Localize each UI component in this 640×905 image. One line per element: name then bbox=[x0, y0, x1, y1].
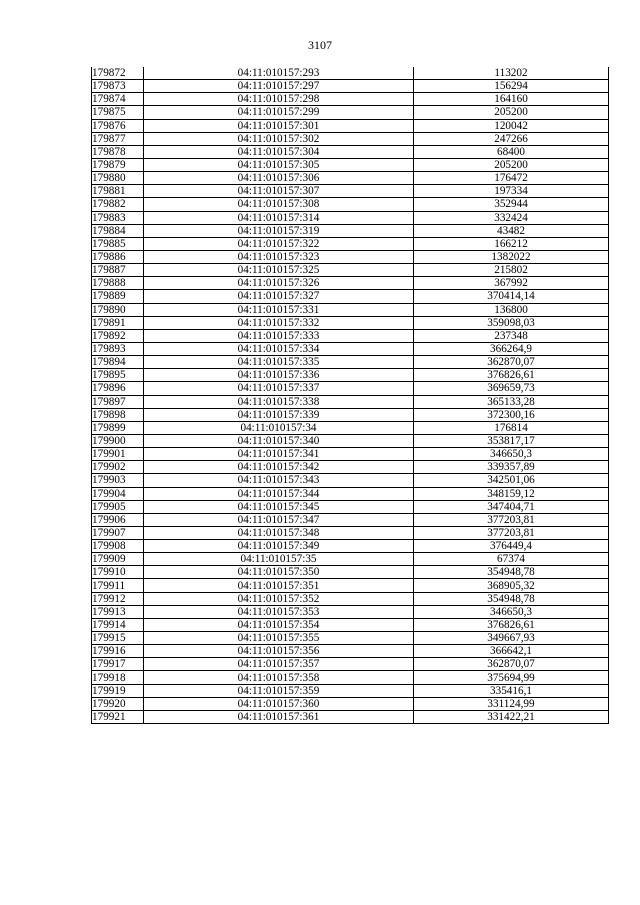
cadastral-value-cell: 113202 bbox=[414, 67, 609, 80]
record-number-cell: 179917 bbox=[92, 658, 144, 671]
cadastral-value-cell: 366642,1 bbox=[414, 645, 609, 658]
table-row bbox=[92, 553, 609, 566]
cadastral-number-cell: 04:11:010157:342 bbox=[144, 461, 414, 474]
cadastral-number-cell: 04:11:010157:305 bbox=[144, 158, 414, 171]
record-number-cell: 179906 bbox=[92, 513, 144, 526]
table-row bbox=[92, 369, 609, 382]
table-row bbox=[92, 356, 609, 369]
record-number-cell: 179898 bbox=[92, 408, 144, 421]
cadastral-value-cell: 365133,28 bbox=[414, 395, 609, 408]
cadastral-value-cell: 68400 bbox=[414, 145, 609, 158]
cadastral-number-cell: 04:11:010157:349 bbox=[144, 540, 414, 553]
cadastral-value-cell: 335416,1 bbox=[414, 684, 609, 697]
record-number-cell: 179920 bbox=[92, 697, 144, 710]
cadastral-number-cell: 04:11:010157:352 bbox=[144, 592, 414, 605]
table-row bbox=[92, 264, 609, 277]
cadastral-number-cell: 04:11:010157:341 bbox=[144, 448, 414, 461]
cadastral-number-cell: 04:11:010157:358 bbox=[144, 671, 414, 684]
record-number-cell: 179913 bbox=[92, 605, 144, 618]
cadastral-value-cell: 346650,3 bbox=[414, 448, 609, 461]
table-row bbox=[92, 67, 609, 80]
cadastral-value-cell: 332424 bbox=[414, 211, 609, 224]
record-number-cell: 179874 bbox=[92, 93, 144, 106]
cadastral-value-cell: 369659,73 bbox=[414, 382, 609, 395]
record-number-cell: 179886 bbox=[92, 250, 144, 263]
table-row bbox=[92, 211, 609, 224]
cadastral-value-cell: 359098,03 bbox=[414, 316, 609, 329]
cadastral-number-cell: 04:11:010157:347 bbox=[144, 513, 414, 526]
cadastral-value-cell: 352944 bbox=[414, 198, 609, 211]
cadastral-number-cell: 04:11:010157:307 bbox=[144, 185, 414, 198]
table-row bbox=[92, 158, 609, 171]
cadastral-value-cell: 362870,07 bbox=[414, 658, 609, 671]
table-row bbox=[92, 342, 609, 355]
table-row bbox=[92, 513, 609, 526]
table-row bbox=[92, 448, 609, 461]
cadastral-value-cell: 368905,32 bbox=[414, 579, 609, 592]
table-row bbox=[92, 566, 609, 579]
record-number-cell: 179876 bbox=[92, 119, 144, 132]
table-row bbox=[92, 316, 609, 329]
record-number-cell: 179915 bbox=[92, 632, 144, 645]
cadastral-value-cell: 372300,16 bbox=[414, 408, 609, 421]
record-number-cell: 179910 bbox=[92, 566, 144, 579]
cadastral-value-cell: 354948,78 bbox=[414, 592, 609, 605]
record-number-cell: 179909 bbox=[92, 553, 144, 566]
cadastral-number-cell: 04:11:010157:335 bbox=[144, 356, 414, 369]
table-row bbox=[92, 303, 609, 316]
cadastral-number-cell: 04:11:010157:331 bbox=[144, 303, 414, 316]
cadastral-number-cell: 04:11:010157:297 bbox=[144, 80, 414, 93]
cadastral-value-cell: 205200 bbox=[414, 106, 609, 119]
table-row bbox=[92, 618, 609, 631]
cadastral-value-cell: 176472 bbox=[414, 172, 609, 185]
table-row bbox=[92, 671, 609, 684]
cadastral-value-cell: 197334 bbox=[414, 185, 609, 198]
record-number-cell: 179891 bbox=[92, 316, 144, 329]
cadastral-number-cell: 04:11:010157:333 bbox=[144, 329, 414, 342]
record-number-cell: 179914 bbox=[92, 618, 144, 631]
record-number-cell: 179881 bbox=[92, 185, 144, 198]
cadastral-number-cell: 04:11:010157:337 bbox=[144, 382, 414, 395]
cadastral-number-cell: 04:11:010157:359 bbox=[144, 684, 414, 697]
table-row bbox=[92, 487, 609, 500]
record-number-cell: 179890 bbox=[92, 303, 144, 316]
table-row bbox=[92, 408, 609, 421]
cadastral-number-cell: 04:11:010157:353 bbox=[144, 605, 414, 618]
table-row bbox=[92, 198, 609, 211]
table-row bbox=[92, 474, 609, 487]
record-number-cell: 179905 bbox=[92, 500, 144, 513]
table-row bbox=[92, 93, 609, 106]
record-number-cell: 179919 bbox=[92, 684, 144, 697]
cadastral-value-cell: 1382022 bbox=[414, 250, 609, 263]
cadastral-value-cell: 120042 bbox=[414, 119, 609, 132]
cadastral-number-cell: 04:11:010157:357 bbox=[144, 658, 414, 671]
record-number-cell: 179879 bbox=[92, 158, 144, 171]
table-row bbox=[92, 185, 609, 198]
cadastral-value-table bbox=[91, 67, 609, 724]
table-row bbox=[92, 329, 609, 342]
cadastral-value-cell: 347404,71 bbox=[414, 500, 609, 513]
record-number-cell: 179897 bbox=[92, 395, 144, 408]
record-number-cell: 179900 bbox=[92, 434, 144, 447]
cadastral-number-cell: 04:11:010157:314 bbox=[144, 211, 414, 224]
cadastral-value-cell: 156294 bbox=[414, 80, 609, 93]
table-row bbox=[92, 382, 609, 395]
record-number-cell: 179916 bbox=[92, 645, 144, 658]
record-number-cell: 179912 bbox=[92, 592, 144, 605]
cadastral-number-cell: 04:11:010157:308 bbox=[144, 198, 414, 211]
table-row bbox=[92, 277, 609, 290]
table-row bbox=[92, 461, 609, 474]
cadastral-number-cell: 04:11:010157:343 bbox=[144, 474, 414, 487]
cadastral-number-cell: 04:11:010157:350 bbox=[144, 566, 414, 579]
cadastral-number-cell: 04:11:010157:334 bbox=[144, 342, 414, 355]
cadastral-value-cell: 377203,81 bbox=[414, 513, 609, 526]
cadastral-number-cell: 04:11:010157:345 bbox=[144, 500, 414, 513]
record-number-cell: 179877 bbox=[92, 132, 144, 145]
cadastral-value-cell: 166212 bbox=[414, 237, 609, 250]
record-number-cell: 179921 bbox=[92, 710, 144, 723]
cadastral-value-cell: 136800 bbox=[414, 303, 609, 316]
table-row bbox=[92, 645, 609, 658]
record-number-cell: 179883 bbox=[92, 211, 144, 224]
table-row bbox=[92, 526, 609, 539]
table-row bbox=[92, 237, 609, 250]
table-row bbox=[92, 592, 609, 605]
cadastral-number-cell: 04:11:010157:293 bbox=[144, 67, 414, 80]
table-row bbox=[92, 434, 609, 447]
cadastral-number-cell: 04:11:010157:35 bbox=[144, 553, 414, 566]
page-number: 3107 bbox=[308, 38, 332, 52]
cadastral-number-cell: 04:11:010157:34 bbox=[144, 421, 414, 434]
table-row bbox=[92, 132, 609, 145]
cadastral-value-cell: 377203,81 bbox=[414, 526, 609, 539]
cadastral-number-cell: 04:11:010157:348 bbox=[144, 526, 414, 539]
cadastral-number-cell: 04:11:010157:302 bbox=[144, 132, 414, 145]
record-number-cell: 179873 bbox=[92, 80, 144, 93]
cadastral-value-cell: 367992 bbox=[414, 277, 609, 290]
table-body bbox=[92, 67, 609, 724]
cadastral-number-cell: 04:11:010157:323 bbox=[144, 250, 414, 263]
record-number-cell: 179888 bbox=[92, 277, 144, 290]
cadastral-value-cell: 376826,61 bbox=[414, 618, 609, 631]
record-number-cell: 179885 bbox=[92, 237, 144, 250]
record-number-cell: 179895 bbox=[92, 369, 144, 382]
cadastral-number-cell: 04:11:010157:304 bbox=[144, 145, 414, 158]
record-number-cell: 179893 bbox=[92, 342, 144, 355]
cadastral-value-cell: 346650,3 bbox=[414, 605, 609, 618]
cadastral-number-cell: 04:11:010157:344 bbox=[144, 487, 414, 500]
cadastral-number-cell: 04:11:010157:338 bbox=[144, 395, 414, 408]
record-number-cell: 179880 bbox=[92, 172, 144, 185]
cadastral-number-cell: 04:11:010157:360 bbox=[144, 697, 414, 710]
cadastral-number-cell: 04:11:010157:351 bbox=[144, 579, 414, 592]
table-row bbox=[92, 224, 609, 237]
cadastral-number-cell: 04:11:010157:355 bbox=[144, 632, 414, 645]
cadastral-value-cell: 43482 bbox=[414, 224, 609, 237]
record-number-cell: 179899 bbox=[92, 421, 144, 434]
record-number-cell: 179875 bbox=[92, 106, 144, 119]
cadastral-number-cell: 04:11:010157:339 bbox=[144, 408, 414, 421]
cadastral-value-cell: 176814 bbox=[414, 421, 609, 434]
cadastral-number-cell: 04:11:010157:299 bbox=[144, 106, 414, 119]
record-number-cell: 179901 bbox=[92, 448, 144, 461]
table-row bbox=[92, 684, 609, 697]
record-number-cell: 179882 bbox=[92, 198, 144, 211]
cadastral-value-cell: 362870,07 bbox=[414, 356, 609, 369]
cadastral-number-cell: 04:11:010157:356 bbox=[144, 645, 414, 658]
table-row bbox=[92, 80, 609, 93]
table-row bbox=[92, 172, 609, 185]
cadastral-number-cell: 04:11:010157:298 bbox=[144, 93, 414, 106]
cadastral-value-cell: 354948,78 bbox=[414, 566, 609, 579]
cadastral-value-cell: 247266 bbox=[414, 132, 609, 145]
cadastral-number-cell: 04:11:010157:301 bbox=[144, 119, 414, 132]
record-number-cell: 179896 bbox=[92, 382, 144, 395]
cadastral-number-cell: 04:11:010157:340 bbox=[144, 434, 414, 447]
cadastral-value-cell: 348159,12 bbox=[414, 487, 609, 500]
table-row bbox=[92, 632, 609, 645]
record-number-cell: 179907 bbox=[92, 526, 144, 539]
cadastral-number-cell: 04:11:010157:326 bbox=[144, 277, 414, 290]
record-number-cell: 179878 bbox=[92, 145, 144, 158]
record-number-cell: 179911 bbox=[92, 579, 144, 592]
table-row bbox=[92, 395, 609, 408]
cadastral-number-cell: 04:11:010157:336 bbox=[144, 369, 414, 382]
table-row bbox=[92, 697, 609, 710]
record-number-cell: 179902 bbox=[92, 461, 144, 474]
cadastral-number-cell: 04:11:010157:354 bbox=[144, 618, 414, 631]
cadastral-value-cell: 349667,93 bbox=[414, 632, 609, 645]
table-row bbox=[92, 500, 609, 513]
cadastral-number-cell: 04:11:010157:306 bbox=[144, 172, 414, 185]
table-row bbox=[92, 658, 609, 671]
record-number-cell: 179918 bbox=[92, 671, 144, 684]
cadastral-number-cell: 04:11:010157:322 bbox=[144, 237, 414, 250]
cadastral-value-cell: 376449,4 bbox=[414, 540, 609, 553]
cadastral-value-cell: 237348 bbox=[414, 329, 609, 342]
record-number-cell: 179887 bbox=[92, 264, 144, 277]
cadastral-number-cell: 04:11:010157:325 bbox=[144, 264, 414, 277]
cadastral-value-cell: 339357,89 bbox=[414, 461, 609, 474]
record-number-cell: 179904 bbox=[92, 487, 144, 500]
cadastral-number-cell: 04:11:010157:327 bbox=[144, 290, 414, 303]
cadastral-number-cell: 04:11:010157:332 bbox=[144, 316, 414, 329]
cadastral-value-cell: 164160 bbox=[414, 93, 609, 106]
cadastral-value-cell: 215802 bbox=[414, 264, 609, 277]
record-number-cell: 179903 bbox=[92, 474, 144, 487]
cadastral-value-cell: 342501,06 bbox=[414, 474, 609, 487]
record-number-cell: 179892 bbox=[92, 329, 144, 342]
cadastral-value-cell: 353817,17 bbox=[414, 434, 609, 447]
cadastral-value-cell: 331124,99 bbox=[414, 697, 609, 710]
cadastral-value-cell: 370414,14 bbox=[414, 290, 609, 303]
record-number-cell: 179872 bbox=[92, 67, 144, 80]
table-row bbox=[92, 290, 609, 303]
cadastral-value-cell: 331422,21 bbox=[414, 710, 609, 723]
cadastral-number-cell: 04:11:010157:361 bbox=[144, 710, 414, 723]
cadastral-value-cell: 375694,99 bbox=[414, 671, 609, 684]
table-row bbox=[92, 710, 609, 723]
record-number-cell: 179908 bbox=[92, 540, 144, 553]
table-row bbox=[92, 579, 609, 592]
record-number-cell: 179889 bbox=[92, 290, 144, 303]
table-row bbox=[92, 605, 609, 618]
cadastral-value-cell: 366264,9 bbox=[414, 342, 609, 355]
table-row bbox=[92, 119, 609, 132]
table-row bbox=[92, 421, 609, 434]
record-number-cell: 179894 bbox=[92, 356, 144, 369]
cadastral-value-cell: 376826,61 bbox=[414, 369, 609, 382]
table-row bbox=[92, 106, 609, 119]
cadastral-value-cell: 67374 bbox=[414, 553, 609, 566]
cadastral-value-cell: 205200 bbox=[414, 158, 609, 171]
table-row bbox=[92, 540, 609, 553]
table-row bbox=[92, 250, 609, 263]
record-number-cell: 179884 bbox=[92, 224, 144, 237]
table-row bbox=[92, 145, 609, 158]
cadastral-number-cell: 04:11:010157:319 bbox=[144, 224, 414, 237]
